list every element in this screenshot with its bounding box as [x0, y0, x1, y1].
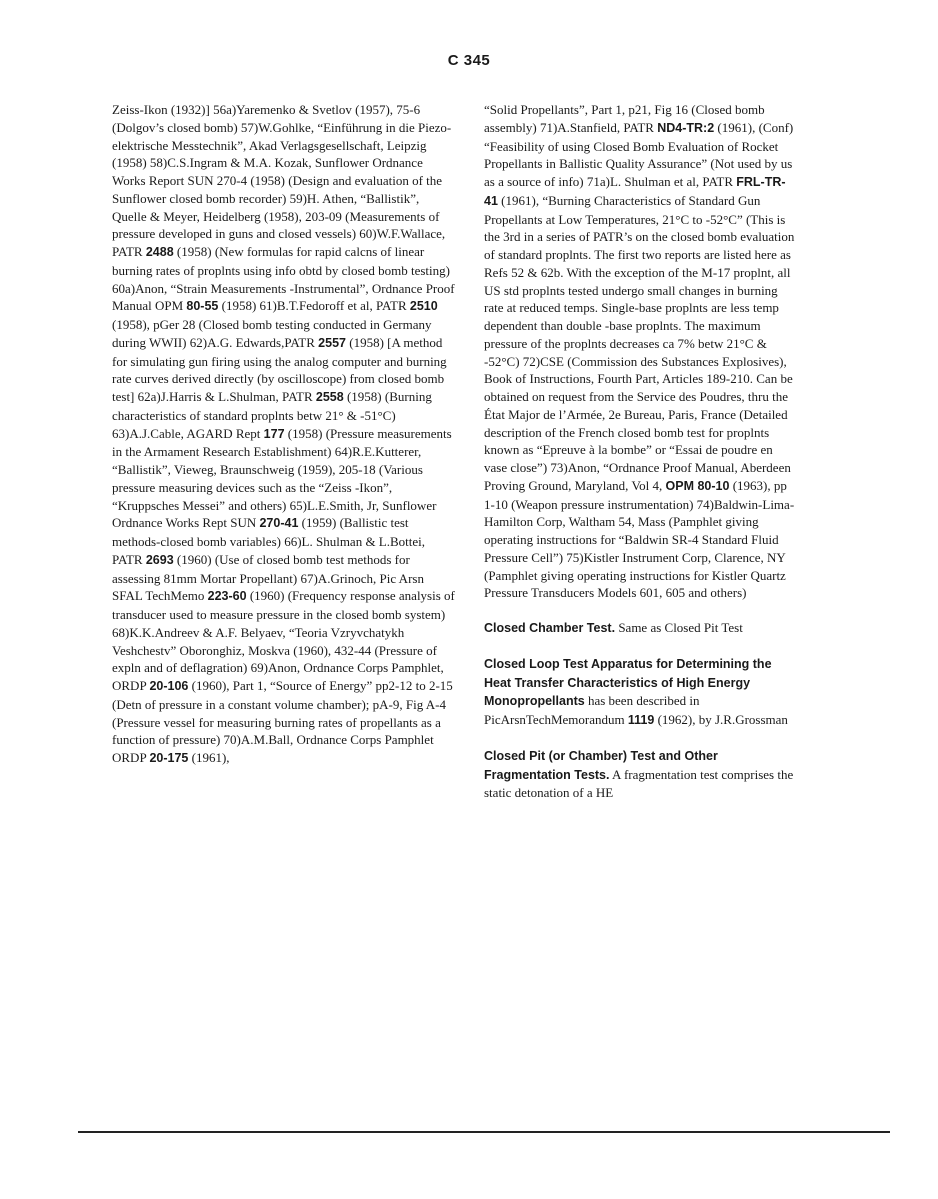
- report-number: 20-106: [149, 679, 189, 693]
- text-run: (1961), (Conf) “Feasibility of using Closed Bomb Evaluation of Rocket Propellants in Ballistic Quality Assurance” (Not used by us as a source of info) 71a)L. Shulman et al, PATR: [484, 119, 794, 189]
- report-number: 270-41: [259, 516, 299, 531]
- section-closed-loop-test: [484, 655, 796, 730]
- report-number: 223-60: [207, 589, 247, 604]
- text-run: (1962), by J.R.Grossman: [654, 712, 788, 727]
- text-run: (1960) (Frequency response analysis of transducer used to measure pressure in the closed bomb system) 68)K.K.Andreev & A.F. Belyaev, “Teoria Vzryvchatykh Veshchestv” Oboronghiz, Moskva (1960), 432-44 (Pressure of expln and of deflagration) 69)Anon, Ordnance Corps Pamphlet, ORDP: [112, 588, 455, 693]
- references-left: [112, 101, 457, 768]
- section-title: Closed Pit (or Chamber) Test and Other Fragmentation Tests.: [484, 748, 718, 782]
- text-run: A fragmentation test comprises the static detonation of a HE: [484, 766, 794, 801]
- references-right: [484, 101, 796, 602]
- text-run: (1961),: [188, 750, 230, 765]
- text-run: (1960), Part 1, “Source of Energy” pp2-12 to 2-15 (Detn of pressure in a constant volume chamber); pA-9, Fig A-4 (Pressure vessel for measuring burning rates of propellants as a function of pressure) 70)A.M.Ball, Ordnance Corps Pamphlet ORDP: [112, 678, 453, 765]
- text-run: (1958) 61)B.T.Fedoroff et al, PATR: [218, 298, 410, 314]
- section-body: [615, 620, 743, 635]
- section-title: Closed Loop Test Apparatus for Determining the Heat Transfer Characteristics of High Energy Monopropellants: [484, 656, 772, 709]
- report-number: 2510: [409, 299, 438, 314]
- text-run: “Solid Propellants”, Part 1, p21, Fig 16 (Closed bomb assembly) 71)A.Stanfield, PATR: [484, 102, 765, 135]
- text-run: Zeiss-Ikon (1932)] 56a)Yaremenko & Svetlov (1957), 75-6 (Dolgov’s closed bomb) 57)W.Gohlke, “Einführung in die Piezo-elektrische Messtechnik”, Akad Verlagsgesellschaft, Leipzig (1958) 58)C.S.Ingram & M.A. Kozak, Sunflower Ordnance Works Report SUN 270-4 (1958) (Design and evaluation of the Sunflower closed bomb recorder) 59)H. Athen, “Ballistik”, Quelle & Meyer, Heidelberg (1958), 203-09 (Measurements of pressure developed in guns and closed vessels) 60)W.F.Wallace, PATR: [112, 102, 452, 259]
- text-run: has been described in PicArsnTechMemorandum: [484, 693, 700, 727]
- text-run: (1963), pp 1-10 (Weapon pressure instrumentation) 74)Baldwin-Lima-Hamilton Corp, Waltham 54, Mass (Pamphlet giving operating instructions for “Baldwin SR-4 Standard Fluid Pressure Cell”) 75)Kistler Instrument Corp, Clarence, NY (Pamphlet giving operating instructions for Kistler Quartz Pressure Transducers Models 601, 605 and others): [484, 477, 795, 601]
- text-run: (1960) (Use of closed bomb test methods for assessing 81mm Mortar Propellant) 67)A.Grinoch, Pic Arsn SFAL TechMemo: [112, 551, 424, 604]
- bottom-rule: [78, 1131, 890, 1133]
- left-column: [112, 101, 457, 768]
- page-number: C 345: [447, 52, 491, 69]
- report-number: 2558: [315, 390, 344, 404]
- report-number: FRL-TR-41: [484, 175, 786, 208]
- text-run: (1958), pGer 28 (Closed bomb testing conducted in Germany during WWII) 62)A.G. Edwards,PATR: [112, 317, 432, 350]
- section-closed-pit-test: [484, 747, 796, 802]
- report-number: 1119: [627, 713, 655, 727]
- report-number: 2488: [145, 245, 174, 259]
- section-closed-chamber-test: [484, 619, 796, 638]
- report-number: 20-175: [149, 751, 189, 765]
- text-run: (1958) (Burning characteristics of standard proplnts betw 21° & -51°C) 63)A.J.Cable, AGARD Rept: [112, 389, 432, 441]
- text-run: (1958) (New formulas for rapid calcns of linear burning rates of proplnts using info obtd by closed bomb testing) 60a)Anon, “Strain Measurements -Instrumental”, Ordnance Proof Manual OPM: [112, 244, 455, 314]
- text-run: (1961), “Burning Characteristics of Standard Gun Propellants at Low Temperatures, 21°C to -52°C” (This is the 3rd in a series of PATR’s on the closed bomb evaluation of standard proplnts. The first two reports are listed here as Refs 52 & 62b. With the exception of the M-17 proplnt, all US std proplnts tested undergo small changes in burning rate at reduced temps. Single-base proplnts are less temp dependent than double -base proplnts. The maximum pressure of the proplnts decreases ca 7% betw 21°C & -52°C) 72)CSE (Commission des Substances Explosives), Book of Instructions, Fourth Part, Articles 189-210. Can be obtained on request from the Service des Poudres, thru the État Major de l’Armée, 2e Bureau, Paris, France (Detailed description of the French closed bomb test for proplnts known as “Epreuve à la bombe” or “Essai de poudre en vase close”) 73)Anon, “Ordnance Proof Manual, Aberdeen Proving Ground, Maryland, Vol 4,: [484, 192, 795, 493]
- text-run: (1958) (Pressure measurements in the Armament Research Establishment) 64)R.E.Kutterer, “Ballistik”, Vieweg, Braunschweig (1959), 205-18 (Various pressure measuring devices such as the “Zeiss -Ikon”, “Kruppsches Messei” and others) 65)L.E.Smith, Jr, Sunflower Ordnance Works Rept SUN: [112, 425, 452, 531]
- report-number: 177: [263, 426, 285, 441]
- report-number: 2693: [145, 552, 174, 567]
- report-number: 2557: [318, 335, 346, 350]
- section-title: Closed Chamber Test.: [484, 621, 616, 635]
- text-run: (1958) [A method for simulating gun firing using the analog computer and burning rate curves derived directly (by oscilloscope) from closed bomb test] 62a)J.Harris & L.Shulman, PATR: [112, 334, 447, 404]
- text-run: (1959) (Ballistic test methods-closed bomb variables) 66)L. Shulman & L.Bottei, PATR: [112, 515, 426, 567]
- report-number: OPM 80-10: [665, 478, 730, 493]
- report-number: ND4-TR:2: [657, 120, 715, 135]
- report-number: 80-55: [186, 299, 219, 314]
- text-run: Same as Closed Pit Test: [615, 620, 743, 635]
- right-column: [484, 101, 796, 802]
